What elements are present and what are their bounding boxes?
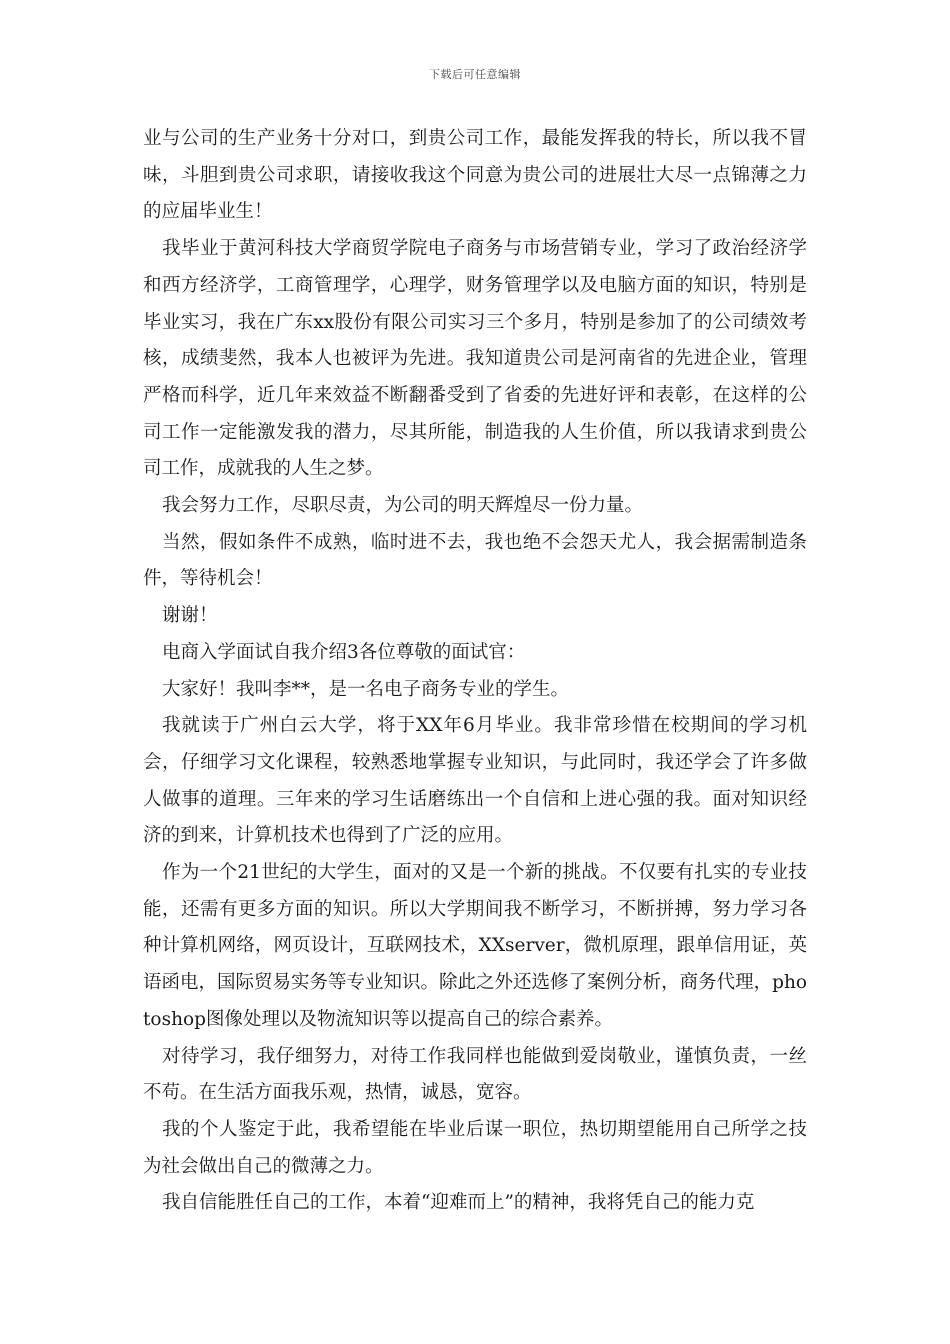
paragraph: 我就读于广州白云大学，将于XX年6月毕业。我非常珍惜在校期间的学习机会，仔细学习文化课程，较熟悉地掌握专业知识，与此同时，我还学会了许多做人做事的道理。三年来的学习生话磨练出一个自信和上进心强的我。面对知识经济的到来，计算机技术也得到了广泛的应用。 — [143, 715, 807, 847]
paragraph: 对待学习，我仔细努力，对待工作我同样也能做到爱岗敬业，谨慎负责，一丝不苟。在生活方面我乐观，热情，诚恳，宽容。 — [143, 1045, 807, 1104]
paragraph: 我的个人鉴定于此，我希望能在毕业后谋一职位，热切期望能用自己所学之技为社会做出自己的微薄之力。 — [143, 1118, 807, 1177]
page-header: 下载后可任意编辑 — [429, 68, 521, 81]
paragraph: 我会努力工作，尽职尽责，为公司的明天辉煌尽一份力量。 — [162, 495, 644, 517]
paragraph: 电商入学面试自我介绍3各位尊敬的面试官： — [162, 641, 526, 663]
paragraph: 业与公司的生产业务十分对口，到贵公司工作，最能发挥我的特长，所以我不冒味，斗胆到贵公司求职，请接收我这个同意为贵公司的进展壮大尽一点锦薄之力的应届毕业生！ — [143, 128, 807, 223]
paragraph: 我毕业于黄河科技大学商贸学院电子商务与市场营销专业，学习了政治经济学和西方经济学，工商管理学，心理学，财务管理学以及电脑方面的知识，特别是毕业实习，我在广东xx股份有限公司实习三个多月，特别是参加了的公司绩效考核，成绩斐然，我本人也被评为先进。我知道贵公司是河南省的先进企业，管理严格而科学，近几年来效益不断翻番受到了省委的先进好评和表彰，在这样的公司工作一定能激发我的潜力，尽其所能，制造我的人生价值，所以我请求到贵公司工作，成就我的人生之梦。 — [143, 238, 807, 480]
paragraph: 谢谢！ — [162, 605, 218, 627]
paragraph: 当然，假如条件不成熟，临时进不去，我也绝不会怨天尤人，我会据需制造条件，等待机会！ — [143, 531, 807, 590]
paragraph: 大家好！我叫李**，是一名电子商务专业的学生。 — [162, 678, 570, 700]
document-body — [143, 121, 807, 1222]
paragraph: 我自信能胜任自己的工作，本着“迎难而上”的精神，我将凭自己的能力克 — [162, 1192, 755, 1214]
paragraph: 作为一个21世纪的大学生，面对的又是一个新的挑战。不仅要有扎实的专业技能，还需有更多方面的知识。所以大学期间我不断学习，不断拼搏，努力学习各种计算机网络，网页设计，互联网技术，XXserver，微机原理，跟单信用证，英语函电，国际贸易实务等专业知识。除此之外还选修了案例分析，商务代理，photoshop图像处理以及物流知识等以提高自己的综合素养。 — [143, 862, 807, 1030]
